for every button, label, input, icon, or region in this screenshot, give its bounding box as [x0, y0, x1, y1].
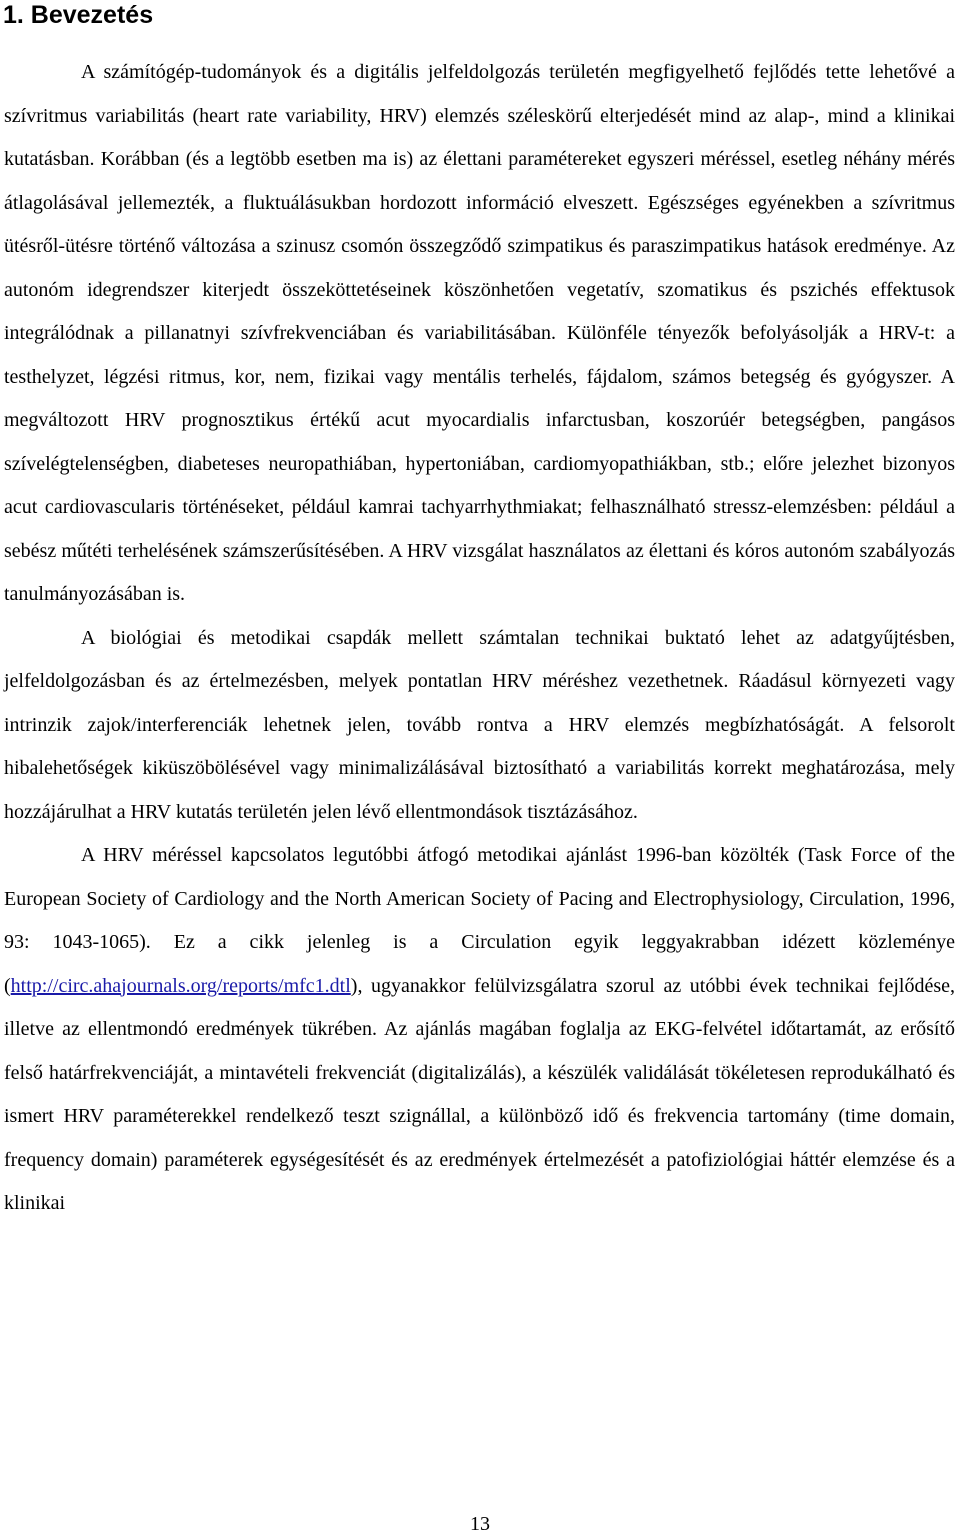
paragraph-3-text-after-link: ), ugyanakkor felülvizsgálatra szorul az utóbbi évek technikai fejlődése, illetve az ellentmondó eredmények tükrében. Az ajánlás magában foglalja az EKG-felvétel időtartamát, az erősítő felső határfrekvenciáját, a mintavételi frekvenciát (digitalizálás), a készülék validálását tökéletesen reprodukálható és ismert HRV paraméterekkel rendelkező teszt szignállal, a különböző idő és frekvencia tartomány (time domain, frequency domain) paraméterek egységesítését és az eredmények értelmezését a patofiziológiai háttér elemzése és a klinikai — [4, 974, 955, 1214]
page-number: 13 — [470, 1513, 490, 1535]
circulation-link[interactable]: http://circ.ahajournals.org/reports/mfc1.dtl — [10, 974, 351, 997]
paragraph-2 — [4, 617, 955, 835]
paragraph-2-text: A biológiai és metodikai csapdák mellett számtalan technikai buktató lehet az adatgyűjtésben, jelfeldolgozásban és az értelmezésben, melyek pontatlan HRV méréshez vezethetnek. Ráadásul környezeti vagy intrinzik zajok/interferenciák lehetnek jelen, tovább rontva a HRV elemzés megbízhatóságát. A felsorolt hibalehetőségek kiküszöbölésével vagy minimalizálásával biztosítható a variabilitás korrekt meghatározása, mely hozzájárulhat a HRV kutatás területén jelen lévő ellentmondások tisztázásához. — [4, 626, 955, 823]
paragraph-1 — [4, 51, 955, 617]
section-heading: 1. Bevezetés — [3, 1, 154, 29]
body-text — [4, 51, 955, 1226]
paragraph-3-text-before-link: A HRV méréssel kapcsolatos legutóbbi átfogó metodikai ajánlást 1996-ban közölték (Task Force of the European Society of Cardiology and the North American Society of Pacing and Electrophysiology, Circulation, 1996, 93: 1043-1065). Ez a cikk jelenleg is a Circulation egyik leggyakrabban idézett közleménye ( — [4, 844, 955, 997]
paragraph-3 — [4, 834, 955, 1226]
paragraph-1-text: A számítógép-tudományok és a digitális jelfeldolgozás területén megfigyelhető fejlődés tette lehetővé a szívritmus variabilitás (heart rate variability, HRV) elemzés széleskörű elterjedését mind az alap-, mind a klinikai kutatásban. Korábban (és a legtöbb esetben ma is) az élettani paramétereket egyszeri méréssel, esetleg néhány mérés átlagolásával jellemezték, a fluktuálásukban hordozott információ elveszett. Egészséges egyénekben a szívritmus ütésről-ütésre történő változása a szinusz csomón összegződő szimpatikus és paraszimpatikus hatások eredménye. Az autonóm idegrendszer kiterjedt összeköttetéseinek köszönhetően vegetatív, szomatikus és pszichés effektusok integrálódnak a pillanatnyi szívfrekvenciában és variabilitásában. Különféle tényezők befolyásolják a HRV-t: a testhelyzet, légzési ritmus, kor, nem, fizikai vagy mentális terhelés, fájdalom, számos betegség és gyógyszer. A megváltozott HRV prognosztikus értékű acut myocardialis infarctusban, koszorúér betegségben, pangásos szívelégtelenségben, diabeteses neuropathiában, hypertoniában, cardiomyopathiákban, stb.; előre jelezhet bizonyos acut cardiovascularis történéseket, például kamrai tachyarrhythmiakat; felhasználható stressz-elemzésben: például a sebész műtéti terhelésének számszerűsítésében. A HRV vizsgálat használatos az élettani és kóros autonóm szabályozás tanulmányozásában is. — [4, 61, 955, 605]
